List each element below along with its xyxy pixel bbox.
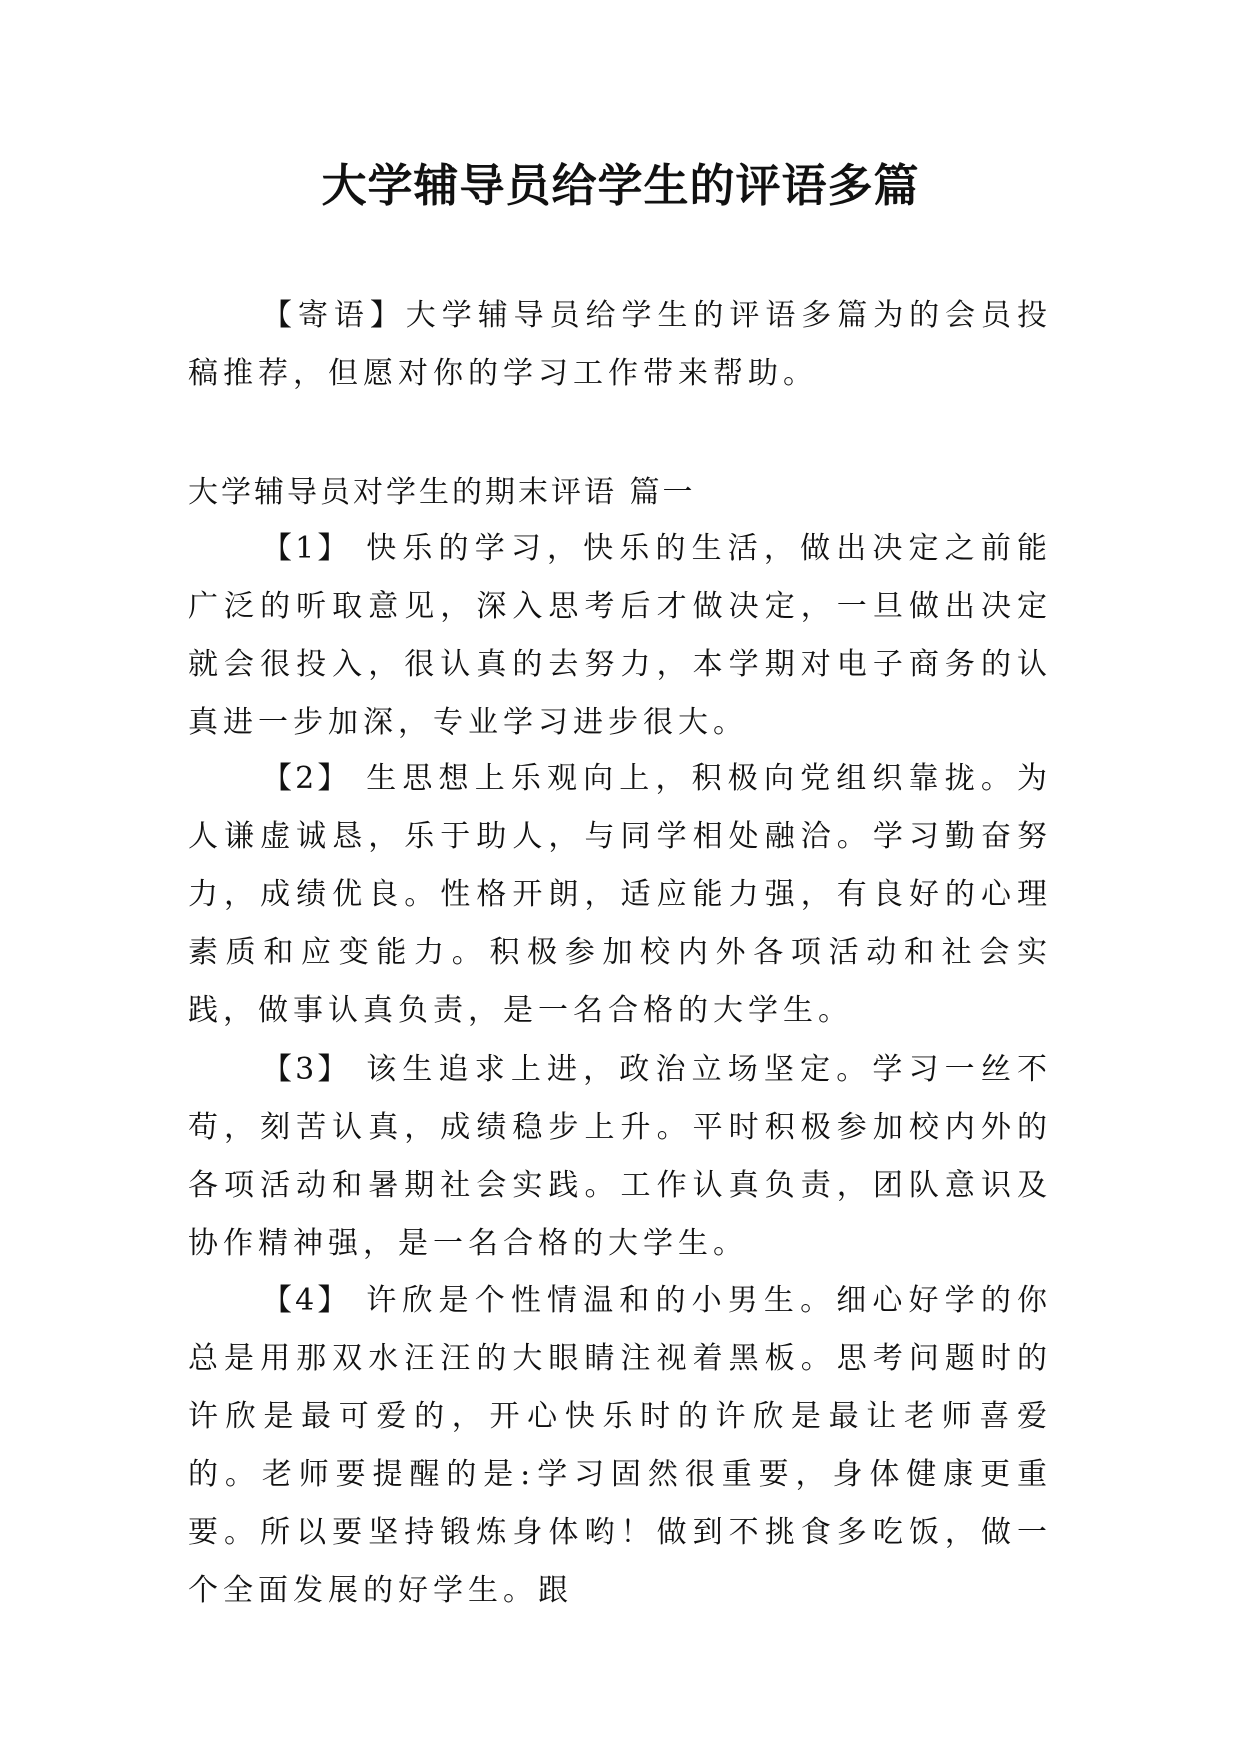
document-title: 大学辅导员给学生的评语多篇 [321,159,920,212]
paragraph-marker: 【1】 [262,531,351,566]
paragraph-text: 快乐的学习，快乐的生活，做出决定之前能广泛的听取意见，深入思考后才做决定，一旦做出决定就会很投入，很认真的去努力，本学期对电子商务的认真进一步加深，专业学习进步很大。 [188,531,1052,740]
paragraph-marker: 【4】 [262,1283,351,1318]
paragraph-text: 许欣是个性情温和的小男生。细心好学的你总是用那双水汪汪的大眼睛注视着黑板。思考问题时的许欣是最可爱的，开心快乐时的许欣是最让老师喜爱的。老师要提醒的是:学习固然很重要，身体健康更重要。所以要坚持锻炼身体哟！做到不挑食多吃饭，做一个全面发展的好学生。跟 [188,1283,1052,1608]
section-heading: 大学辅导员对学生的期末评语 篇一 [188,475,696,510]
comment-paragraph-1 [188,520,1052,752]
comment-paragraph-4 [188,1272,1052,1620]
paragraph-text: 生思想上乐观向上，积极向党组织靠拢。为人谦虚诚恳，乐于助人，与同学相处融洽。学习勤奋努力，成绩优良。性格开朗，适应能力强，有良好的心理素质和应变能力。积极参加校内外各项活动和社会实践，做事认真负责，是一名合格的大学生。 [188,761,1052,1028]
paragraph-text: 该生追求上进，政治立场坚定。学习一丝不苟，刻苦认真，成绩稳步上升。平时积极参加校内外的各项活动和暑期社会实践。工作认真负责，团队意识及协作精神强，是一名合格的大学生。 [188,1052,1052,1261]
paragraph-marker: 【3】 [262,1052,351,1087]
intro-paragraph: 【寄语】大学辅导员给学生的评语多篇为的会员投稿推荐，但愿对你的学习工作带来帮助。 [188,298,1052,391]
paragraph-marker: 【2】 [262,761,351,796]
comment-paragraph-3 [188,1041,1052,1273]
comment-paragraph-2 [188,750,1052,1040]
